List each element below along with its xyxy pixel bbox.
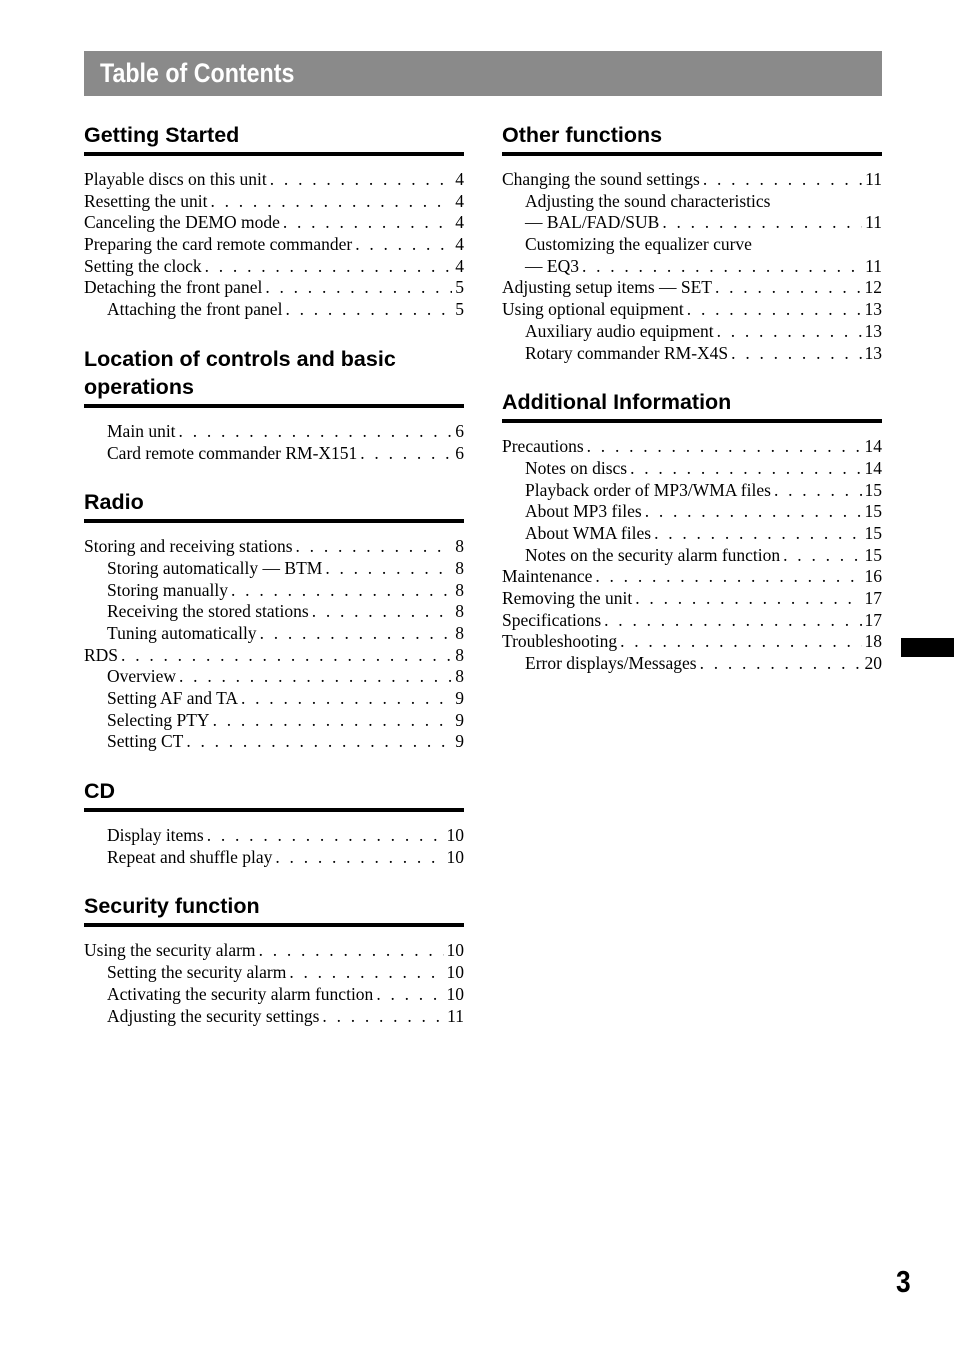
toc-entry-page: 12: [864, 277, 882, 298]
toc-entry-title: Customizing the equalizer curve: [525, 234, 752, 255]
section-heading: Other functions: [502, 121, 882, 156]
toc-entry-title: Resetting the unit: [84, 190, 208, 211]
dot-leader: [205, 256, 453, 278]
toc-entry-page: 10: [446, 962, 464, 983]
toc-entry[interactable]: [84, 984, 464, 1006]
toc-entry[interactable]: [84, 623, 464, 645]
section-heading: CD: [84, 777, 464, 812]
toc-entry-page: 6: [455, 420, 464, 441]
toc-entry[interactable]: [502, 256, 882, 278]
toc-entry-page: 14: [864, 457, 882, 478]
dot-leader: [231, 580, 452, 602]
toc-entry-page: 4: [455, 212, 464, 233]
toc-entry[interactable]: [502, 566, 882, 588]
toc-entry-title: Preparing the card remote commander: [84, 234, 353, 255]
dot-leader: [774, 480, 862, 502]
toc-entry[interactable]: [84, 847, 464, 869]
toc-entry-page: 17: [864, 609, 882, 630]
toc-section-radio: [84, 488, 464, 777]
toc-entry-page: 4: [455, 255, 464, 276]
toc-entry[interactable]: [502, 321, 882, 343]
dot-leader: [325, 558, 452, 580]
section-tab-marker: [901, 638, 954, 657]
dot-leader: [296, 536, 453, 558]
toc-entry[interactable]: [84, 666, 464, 688]
section-heading: Radio: [84, 488, 464, 523]
page-title: Table of Contents: [100, 58, 295, 88]
toc-entry-title: Notes on the security alarm function: [525, 544, 781, 565]
toc-entry-list: [84, 421, 464, 464]
toc-entry-page: 9: [455, 731, 464, 752]
toc-entry-list: [84, 940, 464, 1027]
toc-entry-page: 15: [864, 501, 882, 522]
dot-leader: [283, 212, 452, 234]
dot-leader: [717, 321, 862, 343]
dot-leader: [662, 212, 862, 234]
toc-entry-title: Notes on discs: [525, 457, 628, 478]
toc-entry-list: [84, 825, 464, 868]
toc-entry-page: 15: [864, 479, 882, 500]
toc-entry-page: 8: [455, 601, 464, 622]
dot-leader: [360, 443, 452, 465]
toc-entry-page: 13: [864, 299, 882, 320]
toc-section-cd: [84, 777, 464, 892]
dot-leader: [654, 523, 861, 545]
toc-entry[interactable]: [84, 277, 464, 299]
toc-entry-page: 5: [455, 299, 464, 320]
toc-entry-page: 8: [455, 666, 464, 687]
page-number: 3: [896, 1264, 911, 1299]
toc-entry-page: 10: [446, 940, 464, 961]
toc-entry-page: 11: [865, 212, 882, 233]
toc-entry[interactable]: [84, 1006, 464, 1028]
toc-entry-title: Using optional equipment: [502, 299, 684, 320]
toc-section-security-function: [84, 892, 464, 1027]
toc-entry[interactable]: [84, 825, 464, 847]
toc-entry[interactable]: [502, 545, 882, 567]
dot-leader: [121, 645, 452, 667]
toc-entry-page: 5: [455, 277, 464, 298]
toc-entry[interactable]: [84, 558, 464, 580]
toc-entry[interactable]: [502, 299, 882, 321]
toc-entry-title: Activating the security alarm function: [107, 983, 374, 1004]
toc-entry[interactable]: [84, 940, 464, 962]
dot-leader: [700, 653, 862, 675]
dot-leader: [260, 623, 453, 645]
toc-entry-title: Setting the security alarm: [107, 962, 287, 983]
toc-entry-page: 13: [864, 320, 882, 341]
toc-section-other-functions: [502, 121, 882, 388]
toc-entry[interactable]: [502, 458, 882, 480]
toc-entry-page: 8: [455, 579, 464, 600]
toc-entry[interactable]: [84, 962, 464, 984]
toc-entry-title: Playable discs on this unit: [84, 169, 267, 189]
toc-entry-title: Selecting PTY: [107, 709, 210, 730]
toc-entry-page: 10: [446, 983, 464, 1004]
left-column: [84, 121, 464, 1027]
toc-entry-page: 10: [446, 846, 464, 867]
toc-entry[interactable]: [84, 212, 464, 234]
dot-leader: [179, 421, 453, 443]
toc-entry-title: Overview: [107, 666, 177, 687]
dot-leader: [312, 601, 453, 623]
toc-entry-title: Adjusting the sound characteristics: [525, 190, 771, 211]
dot-leader: [715, 277, 862, 299]
dot-leader: [687, 299, 862, 321]
dot-leader: [270, 169, 452, 191]
toc-entry-title: Detaching the front panel: [84, 277, 263, 298]
dot-leader: [582, 256, 862, 278]
dot-leader: [207, 825, 444, 847]
toc-entry-page: 8: [455, 536, 464, 557]
toc-entry[interactable]: [84, 443, 464, 465]
toc-entry-title: Specifications: [502, 609, 602, 630]
toc-entry-page: 9: [455, 688, 464, 708]
toc-entry[interactable]: [502, 501, 882, 523]
toc-entry-page: 10: [446, 825, 464, 846]
toc-entry-page: 14: [864, 436, 882, 457]
toc-entry[interactable]: [502, 653, 882, 675]
toc-entry[interactable]: [502, 169, 882, 191]
toc-entry-title: Adjusting setup items — SET: [502, 277, 712, 298]
toc-entry-title: Repeat and shuffle play: [107, 846, 273, 867]
toc-entry-title: Removing the unit: [502, 588, 633, 608]
dot-leader: [275, 847, 443, 869]
toc-entry-page: 8: [455, 557, 464, 578]
dot-leader: [604, 610, 861, 632]
toc-entry-page: 4: [455, 169, 464, 189]
dot-leader: [259, 940, 444, 962]
toc-entry-title: Maintenance: [502, 566, 593, 587]
toc-entry-title: Rotary commander RM-X4S: [525, 342, 729, 363]
dot-leader: [241, 688, 452, 710]
dot-leader: [285, 299, 452, 321]
toc-entry-page: 8: [455, 622, 464, 643]
toc-entry-page: 13: [864, 342, 882, 363]
toc-entry[interactable]: [84, 645, 464, 667]
toc-entry-page: 18: [864, 631, 882, 652]
toc-entry[interactable]: [502, 234, 882, 256]
toc-entry-title: Storing manually: [107, 579, 229, 600]
dot-leader: [322, 1006, 444, 1028]
toc-entry-title: Receiving the stored stations: [107, 601, 309, 622]
dot-leader: [620, 631, 861, 653]
toc-entry[interactable]: [502, 277, 882, 299]
header-banner: [84, 51, 882, 96]
toc-entry-title: Setting AF and TA: [107, 688, 238, 708]
toc-entry[interactable]: [84, 710, 464, 732]
toc-entry-title: Attaching the front panel: [107, 299, 283, 320]
toc-entry-page: 20: [864, 653, 882, 674]
toc-entry-title: Main unit: [107, 420, 176, 441]
toc-entry[interactable]: [84, 191, 464, 213]
section-heading: Getting Started: [84, 121, 464, 156]
toc-section-getting-started: [84, 121, 464, 345]
toc-entry-page: 6: [455, 442, 464, 463]
toc-entry-list: [502, 436, 882, 675]
dot-leader: [186, 731, 452, 753]
toc-entry-title: Troubleshooting: [502, 631, 618, 652]
dot-leader: [595, 566, 861, 588]
toc-entry-list: [84, 169, 464, 321]
toc-entry-title: RDS: [84, 644, 119, 665]
toc-entry-title: Display items: [107, 825, 204, 846]
toc-section-location-of-controls-and-basic-operations: [84, 345, 464, 488]
toc-entry[interactable]: [502, 436, 882, 458]
toc-entry-page: 17: [864, 588, 882, 608]
toc-entry[interactable]: [502, 610, 882, 632]
section-heading: Location of controls and basic operations: [84, 345, 464, 408]
toc-entry[interactable]: [502, 588, 882, 610]
dot-leader: [289, 962, 443, 984]
dot-leader: [210, 191, 452, 213]
toc-entry-page: 11: [447, 1005, 464, 1026]
toc-entry-list: [502, 169, 882, 364]
dot-leader: [783, 545, 861, 567]
toc-entry-page: 4: [455, 234, 464, 255]
dot-leader: [355, 234, 452, 256]
toc-entry-page: 15: [864, 544, 882, 565]
dot-leader: [645, 501, 862, 523]
toc-entry[interactable]: [502, 480, 882, 502]
section-heading: Security function: [84, 892, 464, 927]
toc-entry-title: Card remote commander RM-X151: [107, 442, 358, 463]
toc-entry[interactable]: [502, 212, 882, 234]
dot-leader: [635, 588, 861, 610]
toc-entry-page: 16: [864, 566, 882, 587]
toc-entry[interactable]: [502, 523, 882, 545]
toc-entry[interactable]: [84, 688, 464, 710]
toc-entry[interactable]: [502, 343, 882, 365]
toc-entry[interactable]: [84, 169, 464, 191]
toc-entry-title: — BAL/FAD/SUB: [525, 212, 660, 233]
toc-entry-page: 8: [455, 644, 464, 665]
toc-entry-page: 4: [455, 190, 464, 211]
dot-leader: [630, 458, 861, 480]
toc-entry-title: About WMA files: [525, 522, 652, 543]
toc-entry-title: Storing and receiving stations: [84, 536, 293, 557]
toc-entry[interactable]: [84, 256, 464, 278]
toc-entry-page: 11: [865, 255, 882, 276]
toc-entry-title: About MP3 files: [525, 501, 642, 522]
toc-entry-title: Setting CT: [107, 731, 184, 752]
dot-leader: [587, 436, 862, 458]
toc-section-additional-information: [502, 388, 882, 675]
toc-entry[interactable]: [84, 731, 464, 753]
toc-entry-title: Using the security alarm: [84, 940, 256, 961]
toc-entry[interactable]: [84, 536, 464, 558]
dot-leader: [703, 169, 862, 191]
toc-entry[interactable]: [84, 234, 464, 256]
toc-entry-title: Error displays/Messages: [525, 653, 697, 674]
toc-entry-page: 11: [865, 169, 882, 189]
toc-entry-title: — EQ3: [525, 255, 579, 276]
dot-leader: [213, 710, 453, 732]
toc-entry-list: [84, 536, 464, 753]
toc-entry[interactable]: [84, 299, 464, 321]
toc-entry-title: Tuning automatically: [107, 622, 257, 643]
toc-entry-title: Adjusting the security settings: [107, 1005, 320, 1026]
toc-entry-title: Storing automatically — BTM: [107, 557, 323, 578]
toc-entry[interactable]: [502, 631, 882, 653]
dot-leader: [265, 277, 452, 299]
toc-entry[interactable]: [502, 191, 882, 213]
section-heading: Additional Information: [502, 388, 882, 423]
dot-leader: [376, 984, 443, 1006]
toc-entry-page: 9: [455, 709, 464, 730]
right-column: [502, 121, 882, 675]
toc-entry-title: Auxiliary audio equipment: [525, 320, 714, 341]
toc-entry-title: Canceling the DEMO mode: [84, 212, 280, 233]
dot-leader: [731, 343, 861, 365]
toc-entry-title: Setting the clock: [84, 255, 202, 276]
toc-entry[interactable]: [84, 580, 464, 602]
toc-entry-title: Precautions: [502, 436, 584, 457]
toc-entry[interactable]: [84, 421, 464, 443]
toc-entry-page: 15: [864, 522, 882, 543]
dot-leader: [179, 666, 452, 688]
toc-entry-title: Playback order of MP3/WMA files: [525, 479, 771, 500]
toc-entry[interactable]: [84, 601, 464, 623]
toc-entry-title: Changing the sound settings: [502, 169, 700, 189]
